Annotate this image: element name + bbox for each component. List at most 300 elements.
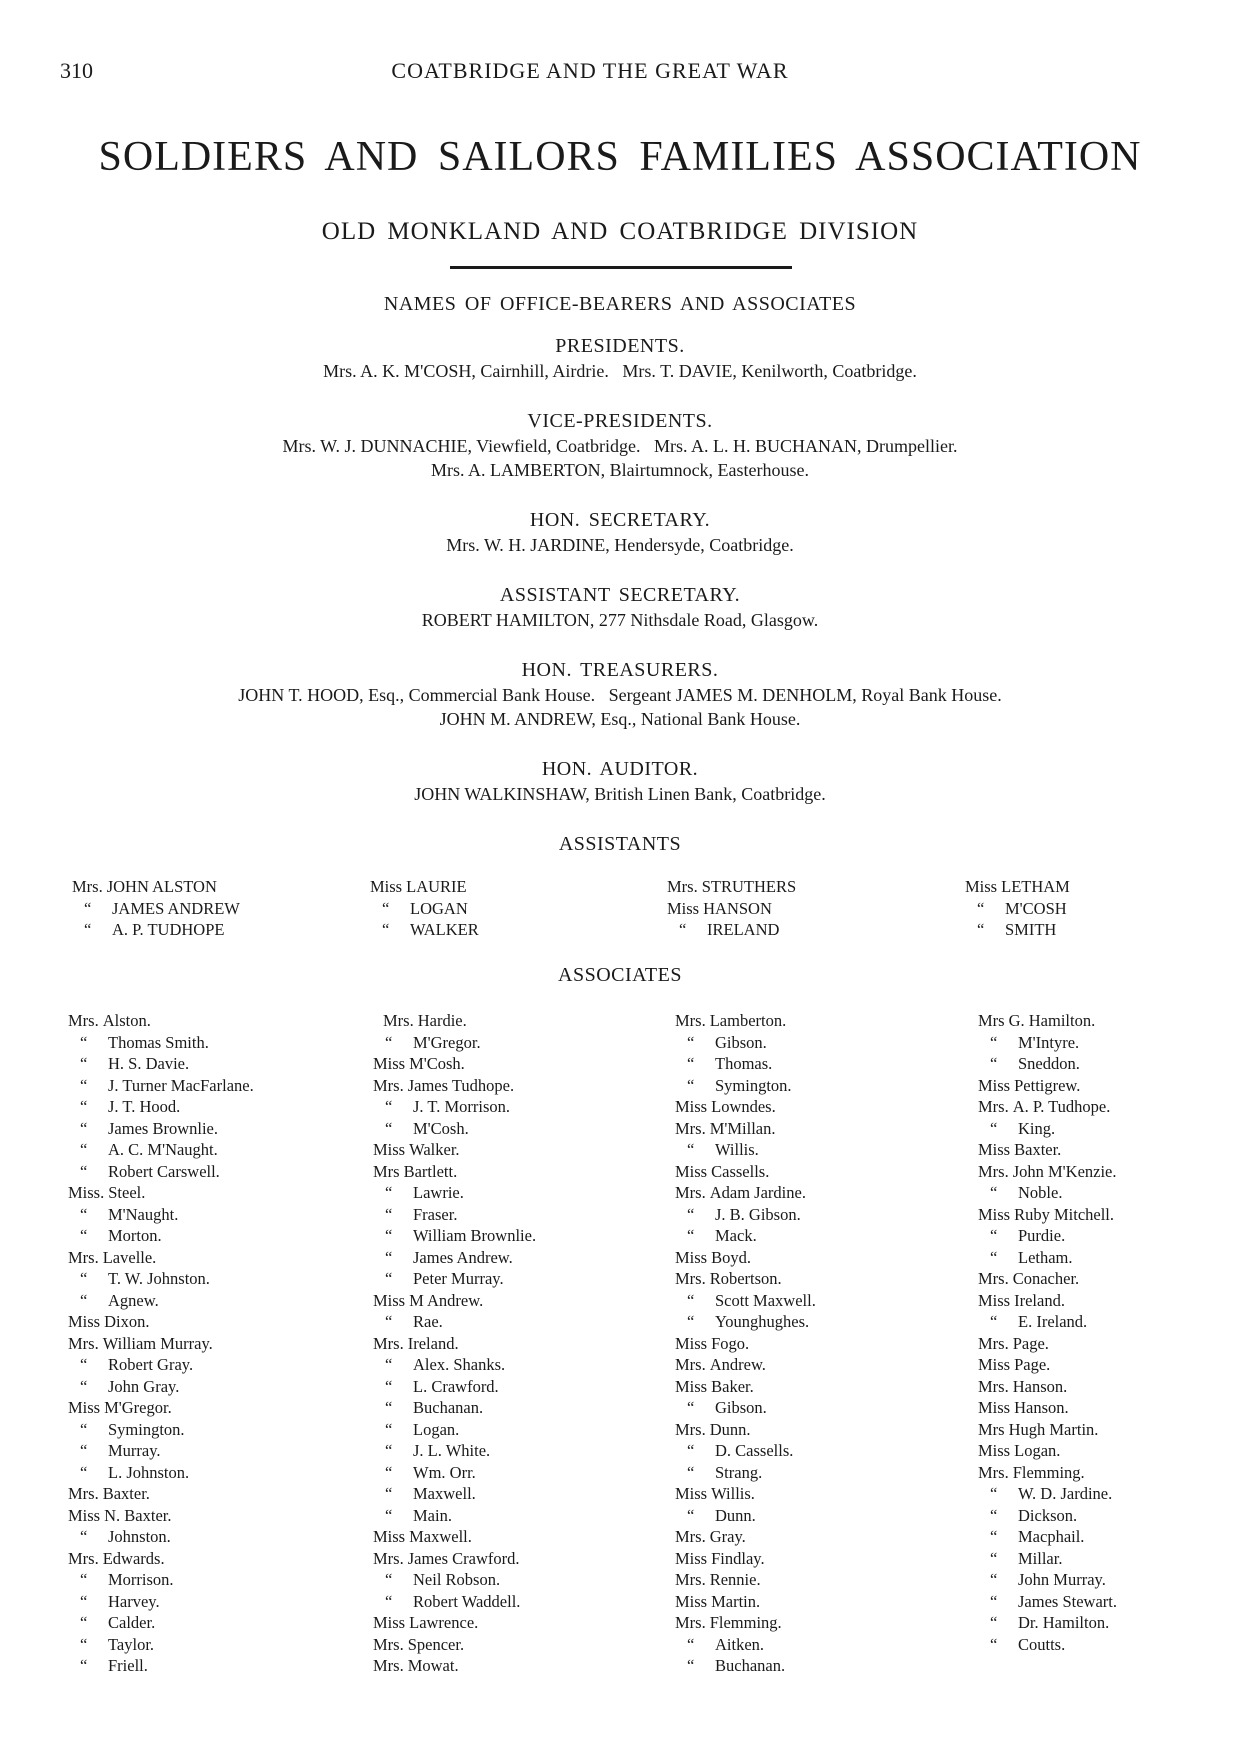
person-name: Andrew. xyxy=(709,1355,766,1374)
title-prefix: Miss xyxy=(373,1054,406,1073)
title-prefix: Mrs xyxy=(978,1011,1005,1030)
person-name: J. T. Hood. xyxy=(108,1097,181,1116)
list-item xyxy=(978,1548,1117,1570)
person-name: Purdie. xyxy=(1018,1226,1066,1245)
list-item xyxy=(978,1096,1117,1118)
person-name: Page. xyxy=(1014,1355,1051,1374)
person-name: A. P. TUDHOPE xyxy=(112,920,225,939)
person-name: Sneddon. xyxy=(1018,1054,1080,1073)
person-name: Fraser. xyxy=(413,1204,458,1224)
list-item xyxy=(373,1010,536,1032)
list-item xyxy=(68,1440,254,1462)
list-item xyxy=(373,1526,536,1548)
list-item xyxy=(675,1591,816,1613)
person-name: J. Turner MacFarlane. xyxy=(108,1075,254,1095)
list-item xyxy=(978,1268,1117,1290)
title-prefix: Mrs. xyxy=(978,1161,1009,1181)
title-prefix: Miss xyxy=(373,1140,406,1159)
list-item xyxy=(675,1268,816,1290)
list-item xyxy=(373,1053,536,1075)
list-item xyxy=(978,1397,1117,1419)
page-number: 310 xyxy=(60,58,93,83)
list-item xyxy=(675,1397,816,1419)
person-name: Lawrence. xyxy=(409,1613,479,1632)
list-item xyxy=(675,1505,816,1527)
title-prefix: Miss xyxy=(978,1204,1011,1224)
person-name: Ireland. xyxy=(1014,1290,1065,1310)
person-name: Flemming. xyxy=(1012,1462,1085,1482)
list-item xyxy=(68,1462,254,1484)
ditto-mark: “ xyxy=(80,1097,88,1116)
person-name: Hardie. xyxy=(417,1011,467,1030)
title-rule xyxy=(450,266,792,269)
person-name: Murray. xyxy=(108,1441,161,1460)
person-name: Dunn. xyxy=(715,1505,756,1525)
person-name: IRELAND xyxy=(707,920,780,939)
person-name: G. Hamilton. xyxy=(1008,1011,1096,1030)
title-prefix: Miss. xyxy=(68,1183,105,1202)
list-item xyxy=(675,1204,816,1226)
person-name: Ireland. xyxy=(407,1333,459,1353)
title-prefix: Miss xyxy=(675,1247,708,1267)
person-name: T. W. Johnston. xyxy=(108,1269,210,1288)
list-item xyxy=(978,1204,1117,1226)
list-item xyxy=(373,1139,536,1161)
office-block-vice-presidents xyxy=(0,409,1240,482)
person-name: Martin. xyxy=(711,1591,761,1611)
ditto-mark: “ xyxy=(679,920,687,939)
title-prefix: Mrs. xyxy=(667,877,698,896)
person-name: Macphail. xyxy=(1018,1527,1085,1546)
title-prefix: Mrs. xyxy=(373,1333,404,1353)
list-item xyxy=(675,1182,816,1204)
person-name: William Murray. xyxy=(102,1333,213,1353)
office-line: JOHN WALKINSHAW, British Linen Bank, Coatbridge. xyxy=(414,784,826,804)
person-name: N. Baxter. xyxy=(104,1505,172,1525)
person-name: Fogo. xyxy=(711,1333,750,1353)
person-name: Millar. xyxy=(1018,1548,1063,1568)
list-item xyxy=(68,1311,254,1333)
ditto-mark: “ xyxy=(385,1226,393,1245)
person-name: Thomas Smith. xyxy=(108,1032,209,1052)
person-name: JOHN ALSTON xyxy=(106,877,217,896)
division-subtitle: OLD MONKLAND AND COATBRIDGE DIVISION xyxy=(321,218,919,245)
list-item xyxy=(978,1419,1117,1441)
person-name: L. Crawford. xyxy=(413,1376,499,1396)
ditto-mark: “ xyxy=(990,1613,998,1632)
list-item xyxy=(373,1419,536,1441)
person-name: Robertson. xyxy=(709,1269,782,1288)
person-name: Gibson. xyxy=(715,1398,767,1417)
list-item xyxy=(667,876,796,898)
person-name: E. Ireland. xyxy=(1018,1312,1088,1331)
ditto-mark: “ xyxy=(80,1054,88,1073)
person-name: D. Cassells. xyxy=(715,1441,794,1460)
person-name: James Crawford. xyxy=(407,1548,520,1568)
ditto-mark: “ xyxy=(385,1462,393,1482)
list-item xyxy=(978,1182,1117,1204)
list-item xyxy=(675,1569,816,1591)
title-prefix: Miss xyxy=(675,1097,708,1116)
ditto-mark: “ xyxy=(84,920,92,939)
person-name: A. C. M'Naught. xyxy=(108,1140,218,1159)
person-name: William Brownlie. xyxy=(413,1226,537,1245)
list-item xyxy=(68,1655,254,1677)
list-item xyxy=(675,1010,816,1032)
title-prefix: Miss xyxy=(373,1290,406,1310)
ditto-mark: “ xyxy=(80,1634,88,1654)
list-item xyxy=(68,1053,254,1075)
person-name: M'Gregor. xyxy=(413,1032,481,1052)
person-name: WALKER xyxy=(410,920,479,939)
person-name: Buchanan. xyxy=(715,1656,786,1675)
person-name: Dr. Hamilton. xyxy=(1018,1613,1110,1632)
office-block-hon-secretary xyxy=(0,508,1240,557)
person-name: Symington. xyxy=(108,1419,185,1439)
list-item xyxy=(675,1419,816,1441)
title-prefix: Mrs. xyxy=(72,877,103,896)
list-item xyxy=(978,1311,1117,1333)
ditto-mark: “ xyxy=(382,898,390,918)
person-name: Flemming. xyxy=(709,1613,782,1632)
associates-heading: ASSOCIATES xyxy=(558,964,682,986)
ditto-mark: “ xyxy=(385,1570,393,1589)
ditto-mark: “ xyxy=(687,1226,695,1245)
title-prefix: Mrs. xyxy=(373,1634,404,1654)
office-line: Mrs. A. K. M'COSH, Cairnhill, Airdrie. Mrs. T. DAVIE, Kenilworth, Coatbridge. xyxy=(323,361,917,381)
person-name: M'Millan. xyxy=(709,1118,776,1138)
person-name: Calder. xyxy=(108,1613,156,1632)
person-name: Dickson. xyxy=(1018,1505,1078,1525)
assistants-column xyxy=(667,876,796,941)
ditto-mark: “ xyxy=(990,1591,998,1611)
list-item xyxy=(373,1268,536,1290)
ditto-mark: “ xyxy=(80,1118,88,1138)
person-name: Thomas. xyxy=(715,1054,773,1073)
list-item xyxy=(978,1612,1117,1634)
title-prefix: Mrs. xyxy=(978,1376,1009,1396)
list-item xyxy=(72,898,240,920)
list-item xyxy=(978,1161,1117,1183)
person-name: Findlay. xyxy=(711,1548,765,1568)
ditto-mark: “ xyxy=(990,1226,998,1245)
list-item xyxy=(373,1118,536,1140)
person-name: John Gray. xyxy=(108,1376,180,1396)
title-prefix: Miss xyxy=(373,1613,406,1632)
person-name: JAMES ANDREW xyxy=(112,898,240,918)
list-item xyxy=(965,919,1070,941)
person-name: Letham. xyxy=(1018,1247,1073,1267)
ditto-mark: “ xyxy=(80,1140,88,1159)
list-item xyxy=(675,1655,816,1677)
person-name: Scott Maxwell. xyxy=(715,1290,816,1310)
list-item xyxy=(68,1376,254,1398)
person-name: Alex. Shanks. xyxy=(413,1355,506,1374)
title-prefix: Miss xyxy=(965,877,998,896)
list-item xyxy=(68,1182,254,1204)
list-item xyxy=(978,1526,1117,1548)
title-prefix: Mrs. xyxy=(383,1011,414,1030)
person-name: Friell. xyxy=(108,1656,148,1675)
office-line: Mrs. W. J. DUNNACHIE, Viewfield, Coatbridge. Mrs. A. L. H. BUCHANAN, Drumpellier. xyxy=(282,436,958,456)
ditto-mark: “ xyxy=(80,1290,88,1310)
list-item xyxy=(373,1247,536,1269)
title-prefix: Miss xyxy=(373,1527,406,1546)
list-item xyxy=(72,876,240,898)
list-item xyxy=(978,1462,1117,1484)
person-name: Lawrie. xyxy=(413,1183,464,1202)
office-role: PRESIDENTS. xyxy=(555,335,685,357)
ditto-mark: “ xyxy=(687,1290,695,1310)
person-name: Buchanan. xyxy=(413,1398,484,1417)
title-prefix: Miss xyxy=(667,898,700,918)
person-name: J. L. White. xyxy=(413,1441,491,1460)
title-prefix: Mrs. xyxy=(675,1118,706,1138)
person-name: Page. xyxy=(1012,1333,1049,1353)
list-item xyxy=(373,1397,536,1419)
ditto-mark: “ xyxy=(687,1505,695,1525)
ditto-mark: “ xyxy=(990,1032,998,1052)
ditto-mark: “ xyxy=(687,1656,695,1675)
list-item xyxy=(68,1075,254,1097)
title-prefix: Mrs. xyxy=(978,1333,1009,1353)
person-name: Symington. xyxy=(715,1075,792,1095)
list-item xyxy=(675,1526,816,1548)
person-name: J. T. Morrison. xyxy=(413,1097,511,1116)
office-line: JOHN M. ANDREW, Esq., National Bank House. xyxy=(439,709,801,729)
office-role: HON. AUDITOR. xyxy=(541,758,699,780)
list-item xyxy=(978,1591,1117,1613)
title-prefix: Mrs. xyxy=(978,1462,1009,1482)
list-item xyxy=(965,876,1070,898)
list-item xyxy=(68,1612,254,1634)
person-name: Noble. xyxy=(1018,1183,1063,1202)
ditto-mark: “ xyxy=(687,1441,695,1460)
ditto-mark: “ xyxy=(385,1441,393,1460)
list-item xyxy=(373,1591,536,1613)
person-name: HANSON xyxy=(703,898,772,918)
list-item xyxy=(675,1354,816,1376)
person-name: Hanson. xyxy=(1014,1398,1069,1417)
assistants-column xyxy=(370,876,479,941)
person-name: Maxwell. xyxy=(409,1527,472,1546)
list-item xyxy=(373,1225,536,1247)
person-name: Willis. xyxy=(711,1484,755,1503)
title-prefix: Mrs. xyxy=(675,1527,706,1546)
list-item xyxy=(675,1440,816,1462)
ditto-mark: “ xyxy=(80,1570,88,1589)
person-name: Rennie. xyxy=(709,1570,761,1589)
list-item xyxy=(675,1118,816,1140)
office-role: HON. SECRETARY. xyxy=(529,509,711,531)
person-name: Pettigrew. xyxy=(1014,1075,1081,1095)
list-item xyxy=(978,1440,1117,1462)
list-item xyxy=(675,1247,816,1269)
list-item xyxy=(68,1096,254,1118)
person-name: Agnew. xyxy=(108,1290,159,1310)
list-item xyxy=(68,1397,254,1419)
ditto-mark: “ xyxy=(80,1419,88,1439)
list-item xyxy=(68,1268,254,1290)
list-item xyxy=(978,1225,1117,1247)
title-prefix: Mrs. xyxy=(675,1570,706,1589)
person-name: W. D. Jardine. xyxy=(1018,1484,1113,1503)
title-prefix: Mrs. xyxy=(373,1075,404,1095)
list-item xyxy=(675,1612,816,1634)
person-name: Walker. xyxy=(409,1140,460,1159)
associates-column xyxy=(68,1010,254,1677)
person-name: Morrison. xyxy=(108,1570,174,1589)
ditto-mark: “ xyxy=(385,1398,393,1417)
assistants-heading: ASSISTANTS xyxy=(558,833,682,855)
document-title: SOLDIERS AND SAILORS FAMILIES ASSOCIATION xyxy=(98,134,1142,180)
person-name: M'Gregor. xyxy=(104,1398,172,1417)
list-item xyxy=(978,1010,1117,1032)
person-name: James Brownlie. xyxy=(108,1118,218,1138)
person-name: Lowndes. xyxy=(711,1097,776,1116)
list-item xyxy=(68,1225,254,1247)
title-prefix: Mrs xyxy=(373,1161,400,1181)
office-line: Mrs. A. LAMBERTON, Blairtumnock, Easterhouse. xyxy=(430,460,810,480)
ditto-mark: “ xyxy=(80,1613,88,1632)
list-item xyxy=(978,1118,1117,1140)
title-prefix: Miss xyxy=(978,1140,1011,1159)
ditto-mark: “ xyxy=(977,898,985,918)
person-name: Ruby Mitchell. xyxy=(1014,1204,1115,1224)
list-item xyxy=(68,1161,254,1183)
person-name: H. S. Davie. xyxy=(108,1054,190,1073)
list-item xyxy=(68,1569,254,1591)
list-item xyxy=(978,1483,1117,1505)
ditto-mark: “ xyxy=(385,1505,393,1525)
title-prefix: Mrs. xyxy=(978,1269,1009,1288)
ditto-mark: “ xyxy=(80,1226,88,1245)
person-name: James Tudhope. xyxy=(407,1075,515,1095)
title-prefix: Mrs. xyxy=(68,1484,99,1503)
list-item xyxy=(68,1032,254,1054)
person-name: Hanson. xyxy=(1012,1376,1068,1396)
list-item xyxy=(675,1096,816,1118)
person-name: Rae. xyxy=(413,1312,443,1331)
person-name: Robert Carswell. xyxy=(108,1161,220,1181)
list-item xyxy=(675,1376,816,1398)
list-item xyxy=(667,919,796,941)
title-prefix: Miss xyxy=(675,1333,708,1353)
list-item xyxy=(978,1569,1117,1591)
associates-column xyxy=(675,1010,816,1677)
list-item xyxy=(675,1139,816,1161)
title-prefix: Mrs. xyxy=(373,1656,404,1675)
list-item xyxy=(675,1032,816,1054)
person-name: Strang. xyxy=(715,1462,763,1482)
list-item xyxy=(675,1483,816,1505)
ditto-mark: “ xyxy=(990,1505,998,1525)
person-name: Mack. xyxy=(715,1226,757,1245)
title-prefix: Mrs. xyxy=(68,1333,99,1353)
title-prefix: Mrs. xyxy=(675,1269,706,1288)
ditto-mark: “ xyxy=(687,1032,695,1052)
person-name: Logan. xyxy=(1014,1441,1061,1460)
ditto-mark: “ xyxy=(84,898,92,918)
ditto-mark: “ xyxy=(385,1247,393,1267)
office-block-assistant-secretary xyxy=(0,583,1240,632)
list-item xyxy=(675,1548,816,1570)
person-name: James Stewart. xyxy=(1018,1591,1117,1611)
person-name: Adam Jardine. xyxy=(709,1183,806,1202)
office-block-hon-treasurers xyxy=(0,658,1240,731)
ditto-mark: “ xyxy=(80,1441,88,1460)
assistants-column xyxy=(72,876,240,941)
person-name: Spencer. xyxy=(407,1634,465,1654)
list-item xyxy=(373,1204,536,1226)
list-item xyxy=(978,1354,1117,1376)
person-name: LAURIE xyxy=(406,877,467,896)
list-item xyxy=(675,1290,816,1312)
title-prefix: Miss xyxy=(68,1398,101,1417)
list-item xyxy=(68,1548,254,1570)
list-item xyxy=(978,1053,1117,1075)
title-prefix: Miss xyxy=(978,1355,1011,1374)
person-name: Gray. xyxy=(709,1527,746,1546)
ditto-mark: “ xyxy=(80,1032,88,1052)
list-item xyxy=(68,1290,254,1312)
list-item xyxy=(373,1462,536,1484)
person-name: Logan. xyxy=(413,1419,460,1439)
person-name: Dixon. xyxy=(104,1312,150,1331)
list-item xyxy=(373,1376,536,1398)
list-item xyxy=(370,898,479,920)
list-item xyxy=(965,898,1070,920)
ditto-mark: “ xyxy=(990,1484,998,1503)
list-item xyxy=(68,1634,254,1656)
ditto-mark: “ xyxy=(80,1656,88,1675)
ditto-mark: “ xyxy=(80,1075,88,1095)
list-item xyxy=(373,1655,536,1677)
title-prefix: Miss xyxy=(675,1548,708,1568)
title-prefix: Mrs. xyxy=(978,1097,1009,1116)
person-name: Robert Gray. xyxy=(108,1355,194,1374)
list-item xyxy=(373,1569,536,1591)
list-item xyxy=(675,1462,816,1484)
ditto-mark: “ xyxy=(385,1376,393,1396)
office-line: ROBERT HAMILTON, 277 Nithsdale Road, Glasgow. xyxy=(421,610,819,630)
ditto-mark: “ xyxy=(977,920,985,939)
title-prefix: Miss xyxy=(978,1290,1011,1310)
list-item xyxy=(68,1419,254,1441)
person-name: Lamberton. xyxy=(709,1011,787,1030)
list-item xyxy=(675,1333,816,1355)
person-name: Aitken. xyxy=(715,1634,765,1654)
list-item xyxy=(68,1204,254,1226)
list-item xyxy=(373,1548,536,1570)
person-name: Lavelle. xyxy=(102,1247,157,1267)
list-item xyxy=(978,1290,1117,1312)
list-item xyxy=(373,1483,536,1505)
person-name: L. Johnston. xyxy=(108,1462,190,1482)
list-item xyxy=(68,1591,254,1613)
person-name: Cassells. xyxy=(711,1161,770,1181)
person-name: STRUTHERS xyxy=(701,877,797,896)
list-item xyxy=(68,1483,254,1505)
list-item xyxy=(370,919,479,941)
list-item xyxy=(373,1612,536,1634)
title-prefix: Miss xyxy=(978,1075,1011,1095)
title-prefix: Mrs. xyxy=(373,1548,404,1568)
person-name: M'Intyre. xyxy=(1018,1032,1080,1052)
person-name: Gibson. xyxy=(715,1032,767,1052)
list-item xyxy=(68,1118,254,1140)
title-prefix: Mrs. xyxy=(68,1548,99,1568)
